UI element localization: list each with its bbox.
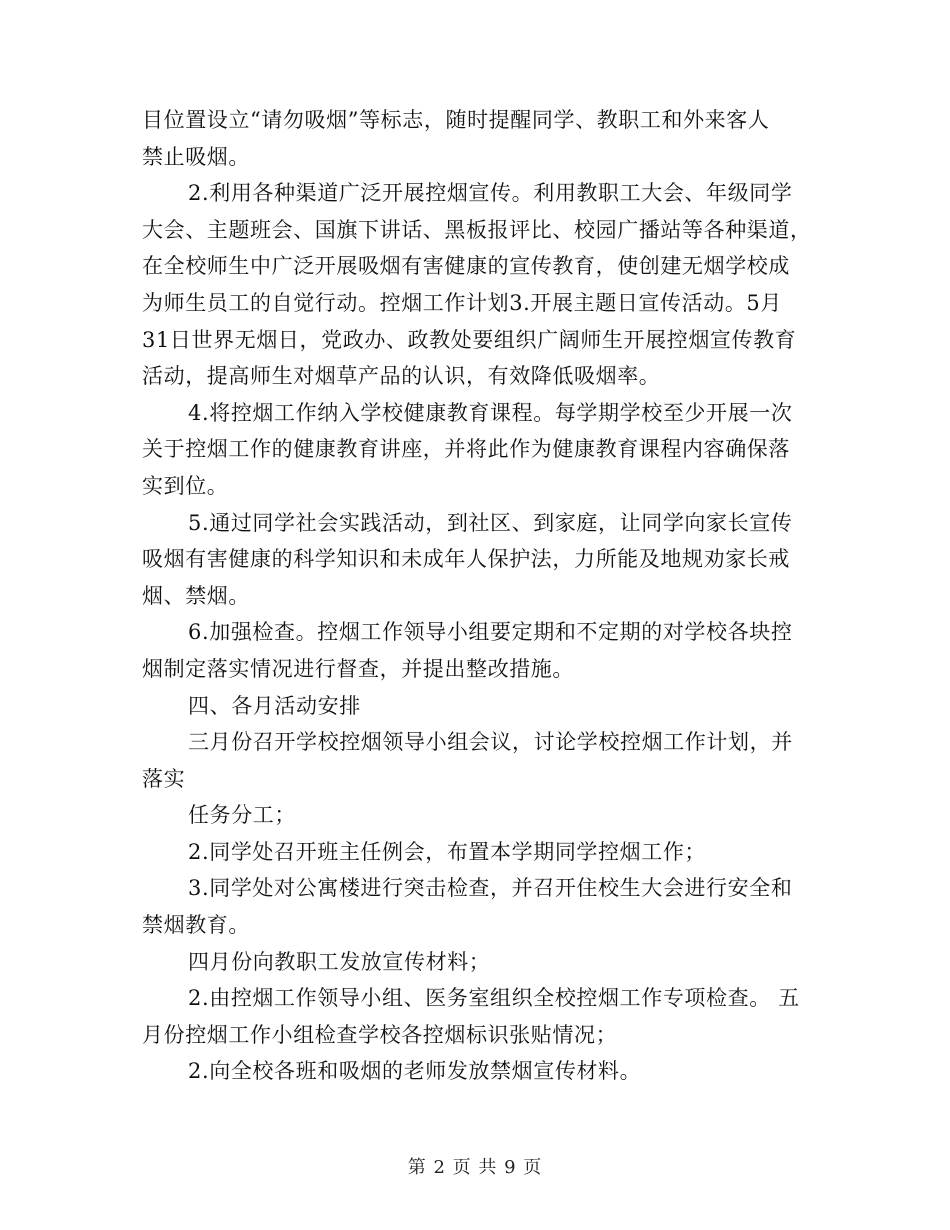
text-line: 6.加强检查。控烟工作领导小组要定期和不定期的对学校各块控	[188, 620, 793, 645]
text-line: 烟制定落实情况进行督查，并提出整改措施。	[142, 656, 574, 681]
text-line: 禁烟教育。	[142, 913, 250, 938]
text-line: 2.同学处召开班主任例会，布置本学期同学控烟工作；	[188, 839, 707, 864]
text-line: 禁止吸烟。	[142, 144, 250, 169]
text-line: 31日世界无烟日，党政办、政教处要组织广阔师生开展控烟宣传教育	[142, 327, 797, 352]
text-line: 烟、禁烟。	[142, 583, 250, 608]
page-number-footer: 第 2 页 共 9 页	[407, 1157, 543, 1178]
text-line: 任务分工；	[188, 803, 296, 828]
document-body	[142, 102, 810, 1090]
text-line: 四月份向教职工发放宣传材料；	[188, 949, 491, 974]
text-line: 月份控烟工作小组检查学校各控烟标识张贴情况；	[142, 1022, 618, 1047]
text-line: 在全校师生中广泛开展吸烟有害健康的宣传教育，使创建无烟学校成	[142, 254, 790, 279]
text-line: 落实	[142, 766, 186, 791]
text-line: 2.由控烟工作领导小组、医务室组织全校控烟工作专项检查。 五	[188, 986, 800, 1011]
text-line: 目位置设立“请勿吸烟”等标志，随时提醒同学、教职工和外来客人	[142, 108, 770, 132]
text-line: 5.通过同学社会实践活动，到社区、到家庭，让同学向家长宣传	[188, 510, 793, 535]
text-line: 吸烟有害健康的科学知识和未成年人保护法，力所能及地规劝家长戒	[142, 547, 790, 572]
text-line: 4.将控烟工作纳入学校健康教育课程。每学期学校至少开展一次	[188, 400, 793, 425]
text-line: 活动，提高师生对烟草产品的认识，有效降低吸烟率。	[142, 364, 661, 389]
text-line: 实到位。	[142, 473, 229, 498]
text-line: 为师生员工的自觉行动。控烟工作计划3.开展主题日宣传活动。5月	[142, 290, 782, 315]
text-line: 3.同学处对公寓楼进行突击检查，并召开住校生大会进行安全和	[188, 876, 793, 901]
text-line: 大会、主题班会、国旗下讲话、黑板报评比、校园广播站等各种渠道，	[142, 217, 812, 242]
text-line: 三月份召开学校控烟领导小组会议，讨论学校控烟工作计划，并	[188, 730, 793, 755]
text-line: 2.利用各种渠道广泛开展控烟宣传。利用教职工大会、年级同学	[188, 181, 793, 206]
text-line: 关于控烟工作的健康教育讲座，并将此作为健康教育课程内容确保落	[142, 437, 790, 462]
text-line: 2.向全校各班和吸烟的老师发放禁烟宣传材料。	[188, 1059, 642, 1084]
section-heading: 四、各月活动安排	[188, 693, 361, 718]
